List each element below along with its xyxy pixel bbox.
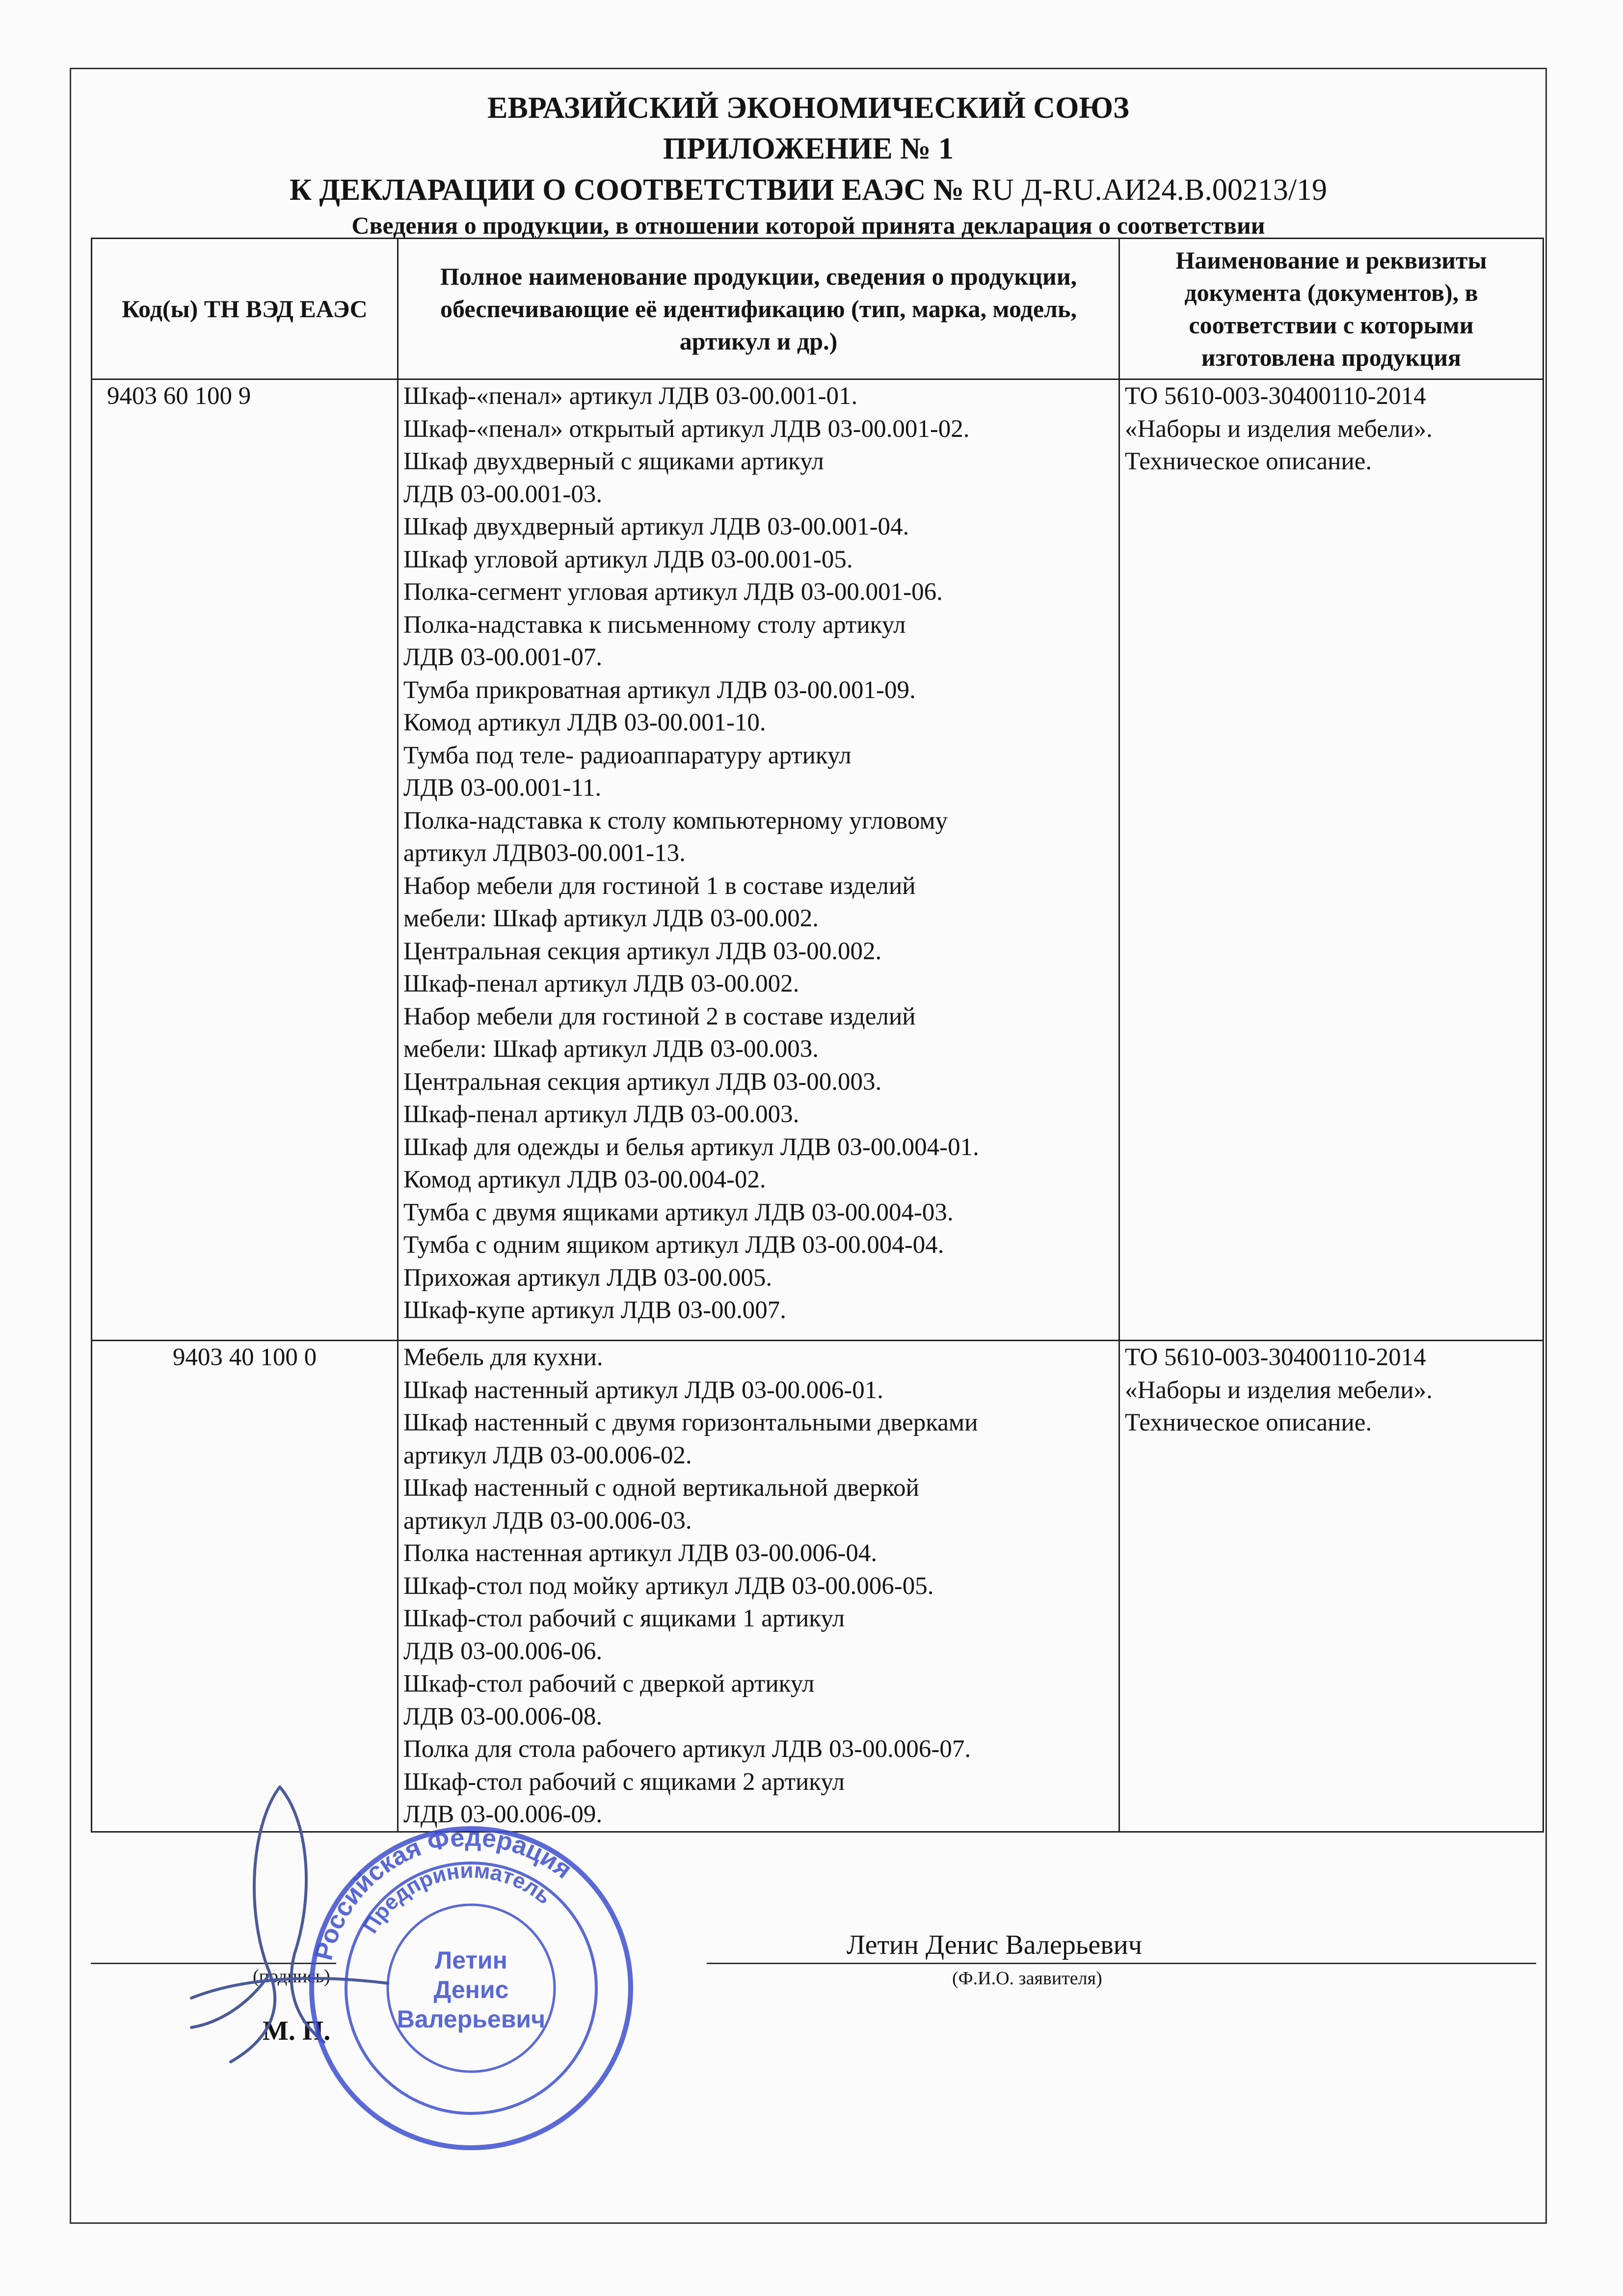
cell-line: мебели: Шкаф артикул ЛДВ 03-00.003. bbox=[403, 1035, 819, 1063]
signature-caption: (подпись) bbox=[253, 1966, 330, 1987]
table-header-row bbox=[92, 239, 1543, 379]
cell-line: Полка для стола рабочего артикул ЛДВ 03-00.006-07. bbox=[403, 1735, 971, 1763]
cell-line: Шкаф настенный с двумя горизонтальными дверками bbox=[403, 1409, 978, 1436]
product-table bbox=[91, 238, 1544, 1833]
cell-line: Шкаф-купе артикул ЛДВ 03-00.007. bbox=[403, 1297, 787, 1324]
cell-line: Полка-надставка к столу компьютерному угловому bbox=[403, 807, 948, 835]
union-title: ЕВРАЗИЙСКИЙ ЭКОНОМИЧЕСКИЙ СОЮЗ bbox=[487, 91, 1129, 125]
applicant-caption: (Ф.И.О. заявителя) bbox=[952, 1968, 1102, 1989]
cell-line: Шкаф-стол рабочий с дверкой артикул bbox=[403, 1670, 815, 1698]
cell-line: Шкаф двухдверный артикул ЛДВ 03-00.001-04. bbox=[403, 513, 909, 540]
cell-line: Набор мебели для гостиной 2 в составе изделий bbox=[403, 1002, 916, 1030]
column-header-code: Код(ы) ТН ВЭД ЕАЭС bbox=[92, 239, 398, 379]
cell-line: Тумба под теле- радиоаппаратуру артикул bbox=[403, 741, 851, 769]
cell-line: Техническое описание. bbox=[1125, 1409, 1372, 1436]
cell-line: артикул ЛДВ 03-00.006-02. bbox=[403, 1441, 692, 1469]
cell-line: Комод артикул ЛДВ 03-00.004-02. bbox=[403, 1166, 766, 1193]
cell-line: ЛДВ 03-00.001-07. bbox=[403, 644, 603, 671]
cell-line: Шкаф-пенал артикул ЛДВ 03-00.003. bbox=[403, 1101, 799, 1128]
cell-line: Техническое описание. bbox=[1125, 448, 1372, 475]
cell-line: Шкаф для одежды и белья артикул ЛДВ 03-00.004-01. bbox=[403, 1133, 979, 1161]
cell-line: Тумба прикроватная артикул ЛДВ 03-00.001-09. bbox=[403, 676, 916, 704]
cell-line: Шкаф-«пенал» артикул ЛДВ 03-00.001-01. bbox=[403, 382, 858, 410]
cell-line: Комод артикул ЛДВ 03-00.001-10. bbox=[403, 709, 766, 736]
cell-line: Тумба с двумя ящиками артикул ЛДВ 03-00.004-03. bbox=[403, 1198, 954, 1226]
cell-line: Центральная секция артикул ЛДВ 03-00.003. bbox=[403, 1068, 882, 1096]
cell-line: Шкаф двухдверный с ящиками артикул bbox=[403, 448, 824, 475]
cell-line: ЛДВ 03-00.001-11. bbox=[403, 774, 602, 802]
seal-place-label: М. П. bbox=[263, 2016, 331, 2046]
cell-line: Полка настенная артикул ЛДВ 03-00.006-04. bbox=[403, 1540, 878, 1567]
declaration-number: RU Д-RU.АИ24.В.00213/19 bbox=[971, 173, 1328, 207]
cell-line: ТО 5610-003-30400110-2014 bbox=[1125, 1344, 1426, 1371]
document-cell bbox=[1119, 1341, 1543, 1832]
declaration-title bbox=[70, 173, 1547, 208]
seal-center-line: Летин bbox=[435, 1946, 507, 1974]
cell-line: Тумба с одним ящиком артикул ЛДВ 03-00.004-04. bbox=[403, 1231, 944, 1259]
name-line bbox=[707, 1963, 1536, 1964]
cell-line: Полка-надставка к письменному столу артикул bbox=[403, 611, 906, 639]
appendix-title: ПРИЛОЖЕНИЕ № 1 bbox=[663, 132, 954, 165]
cell-line: Центральная секция артикул ЛДВ 03-00.002. bbox=[403, 937, 882, 965]
cell-line: Полка-сегмент угловая артикул ЛДВ 03-00.001-06. bbox=[403, 578, 943, 606]
cell-line: Шкаф-стол под мойку артикул ЛДВ 03-00.006-05. bbox=[403, 1572, 934, 1600]
seal-inner-text: Предприниматель bbox=[358, 1858, 556, 1938]
cell-line: «Наборы и изделия мебели». bbox=[1125, 1376, 1433, 1404]
cell-line: Шкаф-пенал артикул ЛДВ 03-00.002. bbox=[403, 970, 799, 998]
seal-outer-text: Российская Федерация bbox=[309, 1823, 578, 1963]
official-seal bbox=[304, 1821, 638, 2155]
cell-line: ЛДВ 03-00.001-03. bbox=[403, 480, 603, 508]
applicant-name: Летин Денис Валерьевич bbox=[847, 1930, 1142, 1960]
cell-line: Шкаф настенный с одной вертикальной дверкой bbox=[403, 1474, 919, 1502]
column-header-document: Наименование и реквизиты документа (документов), в соответствии с которыми изготовлена продукция bbox=[1119, 239, 1543, 379]
hs-code-cell: 9403 40 100 0 bbox=[92, 1341, 398, 1832]
column-header-product: Полное наименование продукции, сведения о продукции, обеспечивающие её идентификацию (тип, марка, модель, артикул и др.) bbox=[398, 239, 1119, 379]
cell-line: Шкаф настенный артикул ЛДВ 03-00.006-01. bbox=[403, 1376, 883, 1404]
declaration-prefix: К ДЕКЛАРАЦИИ О СООТВЕТСТВИИ ЕАЭС № bbox=[289, 173, 972, 207]
cell-line: ЛДВ 03-00.006-09. bbox=[403, 1801, 603, 1828]
table-subtitle: Сведения о продукции, в отношении которой принята декларация о соответствии bbox=[351, 212, 1265, 239]
cell-line: артикул ЛДВ 03-00.006-03. bbox=[403, 1507, 692, 1535]
table-row bbox=[92, 1341, 1543, 1832]
seal-center-line: Валерьевич bbox=[397, 2005, 546, 2033]
cell-line: ТО 5610-003-30400110-2014 bbox=[1125, 382, 1426, 410]
cell-line: «Наборы и изделия мебели». bbox=[1125, 415, 1433, 443]
cell-line: Шкаф-стол рабочий с ящиками 2 артикул bbox=[403, 1768, 845, 1796]
document-cell bbox=[1119, 379, 1543, 1341]
cell-line: Шкаф-«пенал» открытый артикул ЛДВ 03-00.001-02. bbox=[403, 415, 970, 443]
cell-line: мебели: Шкаф артикул ЛДВ 03-00.002. bbox=[403, 905, 819, 932]
cell-line: артикул ЛДВ03-00.001-13. bbox=[403, 839, 686, 867]
cell-line: Прихожая артикул ЛДВ 03-00.005. bbox=[403, 1264, 772, 1292]
product-list-cell bbox=[398, 379, 1119, 1341]
cell-line: Шкаф угловой артикул ЛДВ 03-00.001-05. bbox=[403, 545, 853, 573]
table-row bbox=[92, 379, 1543, 1341]
seal-center-line: Денис bbox=[433, 1976, 509, 2003]
hs-code-cell: 9403 60 100 9 bbox=[92, 379, 398, 1341]
cell-line: ЛДВ 03-00.006-08. bbox=[403, 1702, 603, 1730]
product-list-cell bbox=[398, 1341, 1119, 1832]
cell-line: ЛДВ 03-00.006-06. bbox=[403, 1637, 603, 1665]
cell-line: Мебель для кухни. bbox=[403, 1344, 603, 1371]
cell-line: Шкаф-стол рабочий с ящиками 1 артикул bbox=[403, 1605, 845, 1632]
cell-line: Набор мебели для гостиной 1 в составе изделий bbox=[403, 872, 916, 900]
